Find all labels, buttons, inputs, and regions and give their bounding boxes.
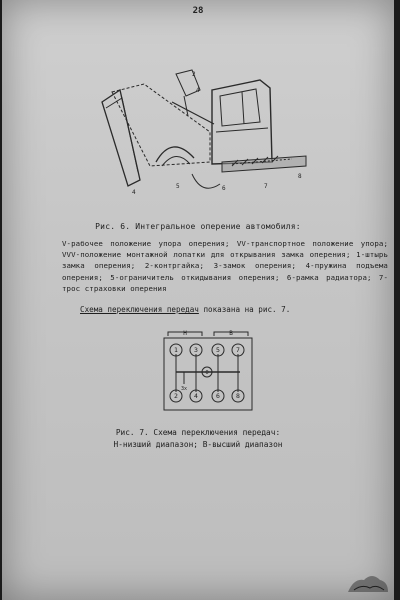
gear-label: 3 bbox=[194, 346, 198, 354]
neutral-label: 0 bbox=[205, 370, 209, 376]
gear-label: 4 bbox=[194, 392, 198, 400]
gear-label: 2 bbox=[174, 392, 178, 400]
document-page bbox=[2, 0, 394, 600]
figure-6-callout: 4 bbox=[132, 189, 136, 196]
gear-label: 8 bbox=[236, 392, 240, 400]
figure-6-callout: 2 bbox=[192, 71, 196, 78]
figure-6-callout: 6 bbox=[222, 185, 226, 192]
figure-6-callout: 4 bbox=[196, 87, 200, 94]
gear-label: 6 bbox=[216, 392, 220, 400]
gear-label: 7 bbox=[236, 346, 240, 354]
range-low-label: Н bbox=[183, 330, 187, 337]
figure-7-caption-line-2: Н-низший диапазон; В-высший диапазон bbox=[113, 440, 283, 449]
page-number: 28 bbox=[192, 6, 204, 16]
figure-6-callout: 7 bbox=[264, 183, 268, 190]
range-high-label: В bbox=[229, 330, 233, 337]
gear-label: 5 bbox=[216, 346, 220, 354]
figure-7-caption bbox=[2, 427, 394, 451]
body-sentence bbox=[80, 305, 290, 314]
corner-stamp-mark bbox=[344, 566, 392, 596]
underlined-phrase: Схема переключения передач bbox=[80, 305, 199, 314]
figure-6-caption: Рис. 6. Интегральное оперение автомобиля: bbox=[95, 222, 301, 231]
figure-6-callout: 5 bbox=[176, 183, 180, 190]
figure-6-legend: V-рабочее положение упора оперения; VV-транспортное положение упора; VVV-положение монтажной лопатки для открывания замка оперения; 1-штырь замка оперения; 2-контргайка; 3-замок оперения; 4-пружина подъема оперения; 5-ограничитель откидывания оперения; 6-рамка радиатора; 7-трос страховки оперения bbox=[62, 239, 388, 293]
figure-6-truck-illustration bbox=[92, 62, 314, 202]
gear-label: 1 bbox=[174, 346, 178, 354]
sentence-rest: показана на рис. 7. bbox=[198, 305, 291, 314]
reverse-label: 3х bbox=[180, 386, 188, 392]
figure-7-caption-line-1: Рис. 7. Схема переключения передач: bbox=[115, 428, 281, 437]
figure-6-callout: 8 bbox=[298, 173, 302, 180]
figure-7-gear-shift-diagram bbox=[162, 330, 254, 414]
